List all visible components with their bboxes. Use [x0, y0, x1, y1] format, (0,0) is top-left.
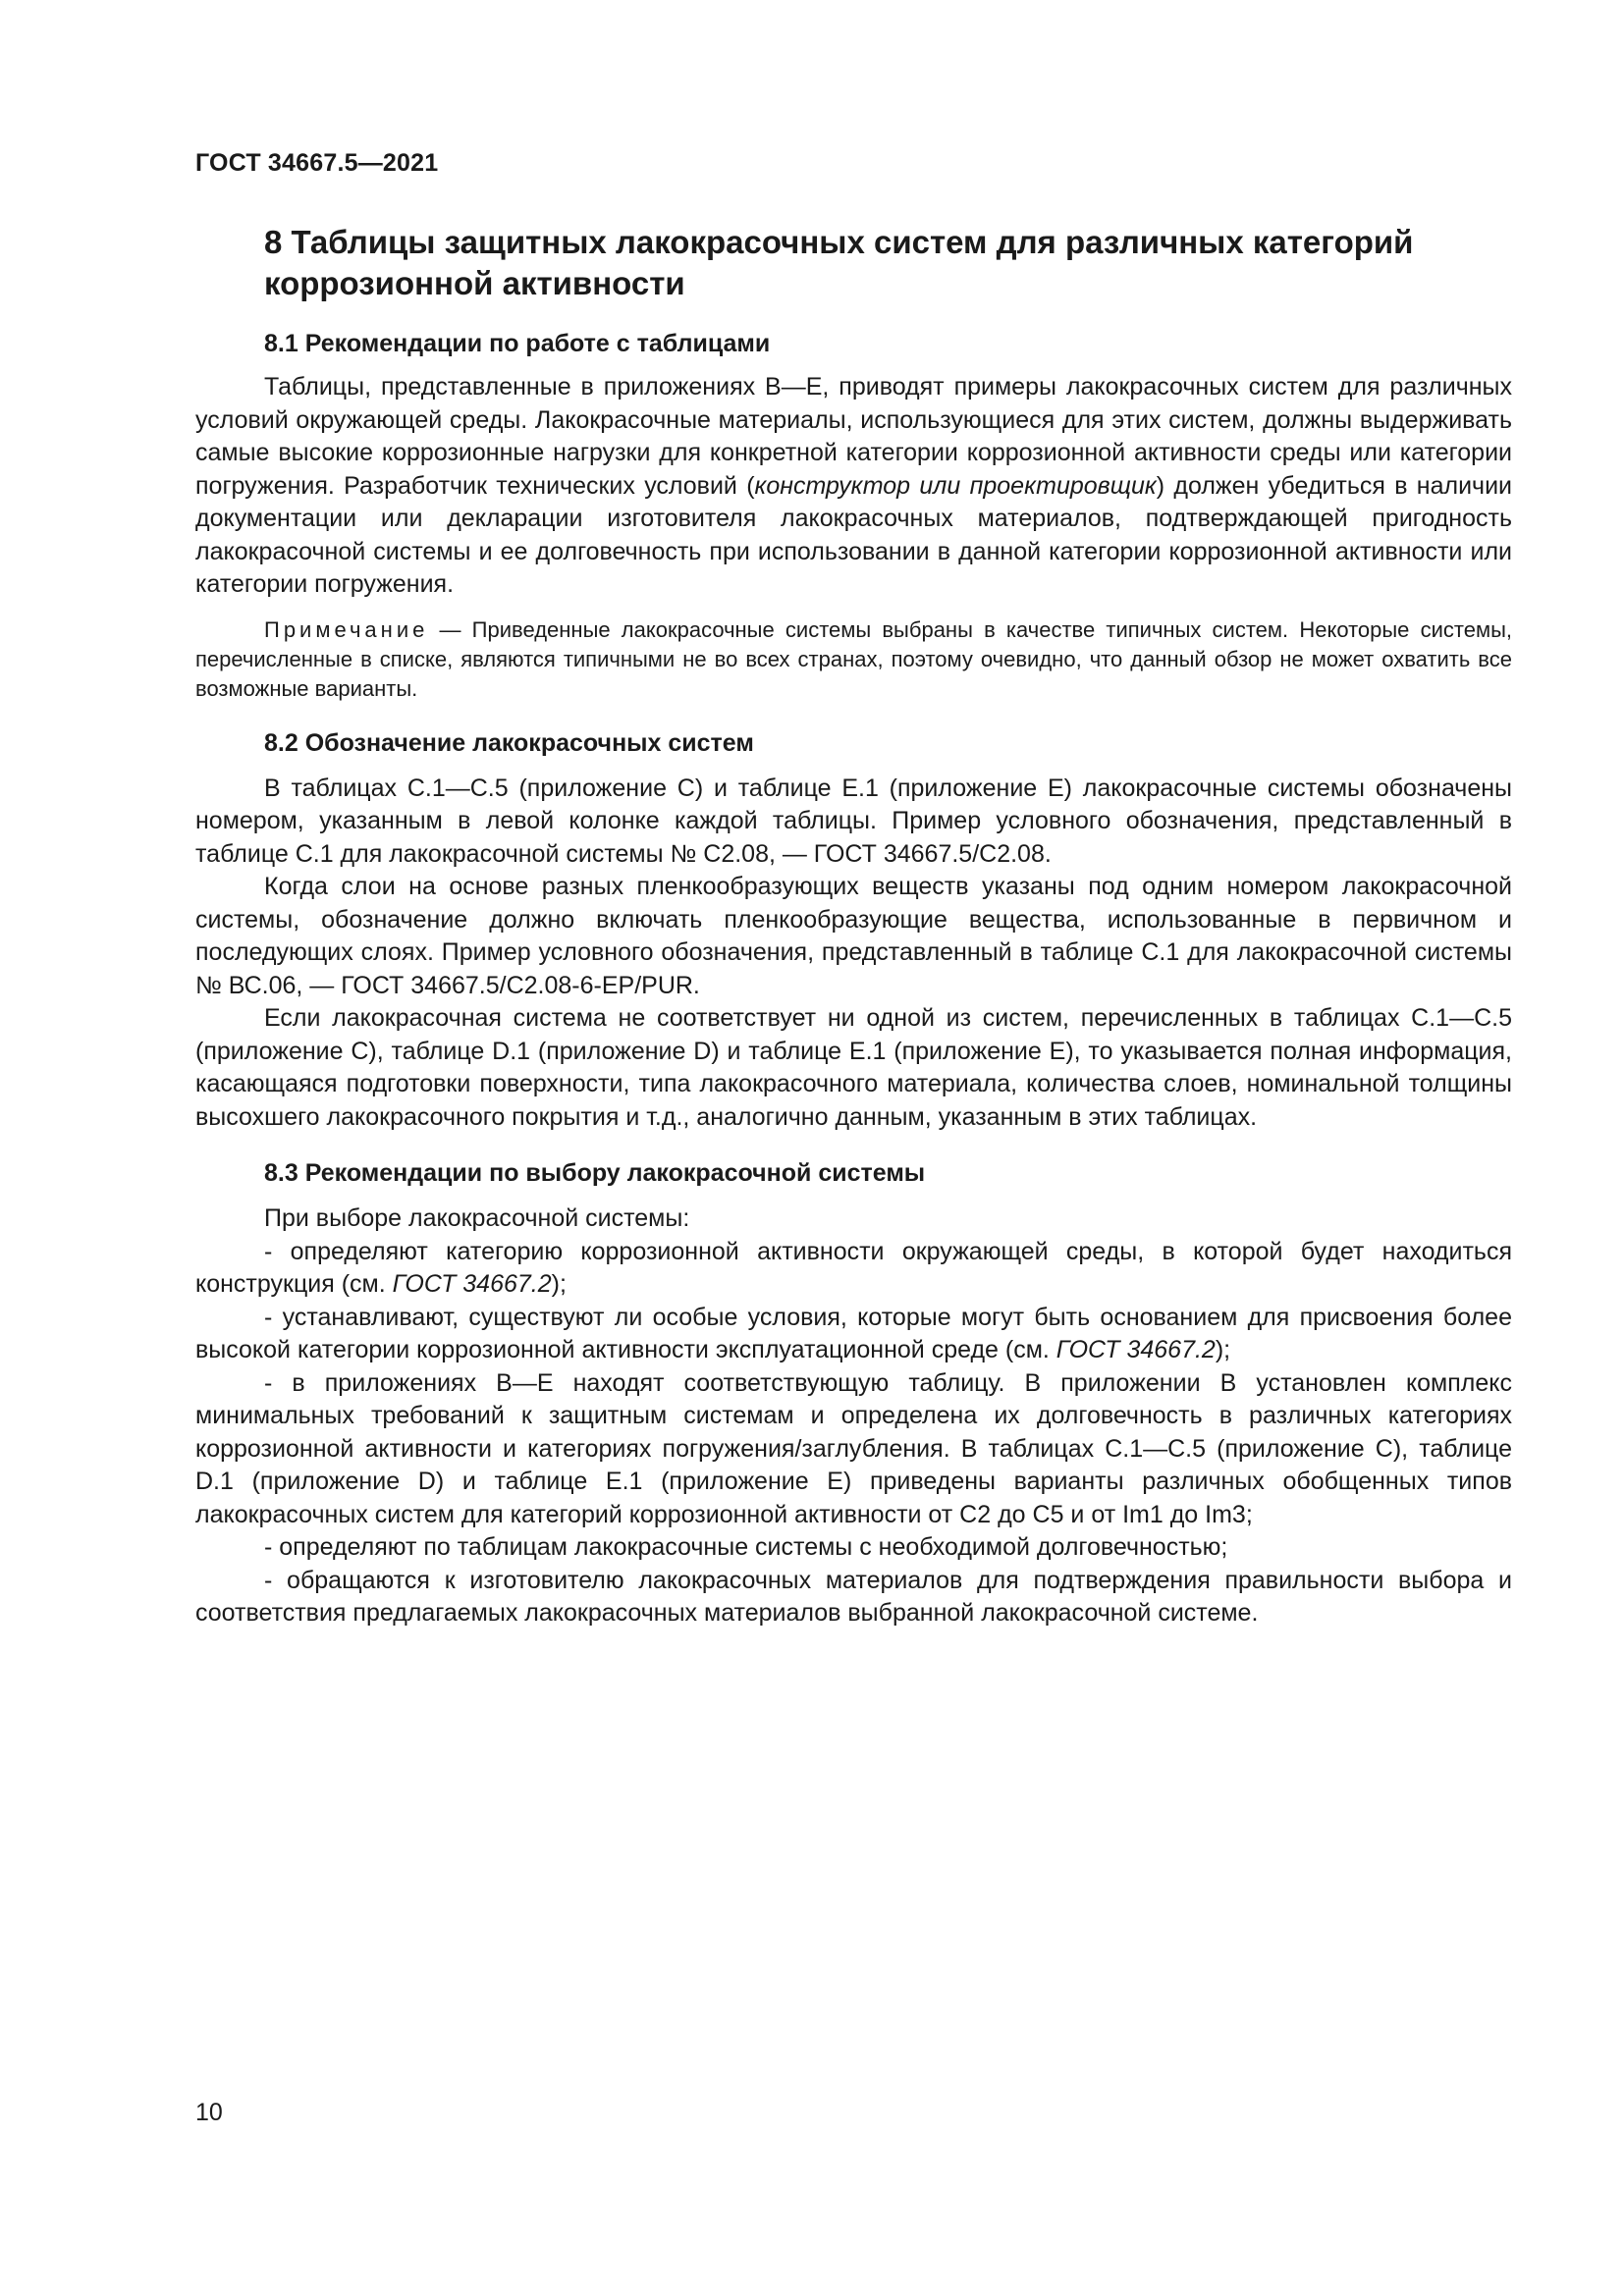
list-item: - обращаются к изготовителю лакокрасочных материалов для подтверждения правильности выбора и соответствия предлагаемых лакокрасочных материалов выбранной лакокрасочной системе. [195, 1566, 1512, 1627]
list-item: - в приложениях В—Е находят соответствующую таблицу. В приложении В установлен комплекс минимальных требований к защитным системам и определена их долговечность в различных категориях коррозионной активности и категориях погружения/заглубления. В таблицах С.1—С.5 (приложение С), таблице D.1 (приложение D) и таблице Е.1 (приложение Е) приведены варианты различных обобщенных типов лакокрасочных систем для категорий коррозионной активности от С2 до С5 и от Im1 до Im3; [195, 1368, 1512, 1528]
italic-term: конструктор или проектировщик [754, 471, 1157, 500]
subsection-8-2-heading: 8.2 Обозначение лакокрасочных систем [264, 728, 754, 757]
document-header: ГОСТ 34667.5—2021 [195, 149, 439, 177]
paragraph: В таблицах С.1—С.5 (приложение С) и таблице Е.1 (приложение Е) лакокрасочные системы обозначены номером, указанным в левой колонке каждой таблицы. Пример условного обозначения, представленный в таблице С.1 для лакокрасочной системы № С2.08, — ГОСТ 34667.5/С2.08. [195, 774, 1512, 868]
paragraph: При выборе лакокрасочной системы: [264, 1204, 690, 1232]
section-title: 8 Таблицы защитных лакокрасочных систем для различных категорий коррозионной активности [264, 224, 1414, 301]
section-8 [195, 222, 1512, 1630]
subsection-8-3-heading: 8.3 Рекомендации по выбору лакокрасочной системы [264, 1159, 926, 1187]
note-label: Примечание [264, 616, 429, 642]
page-number: 10 [195, 2099, 223, 2126]
paragraph: Когда слои на основе разных пленкообразующих веществ указаны под одним номером лакокрасочной системы, обозначение должно включать пленкообразующие вещества, использованные в первичном и последующих слоях. Пример условного обозначения, представленный в таблице С.1 для лакокрасочной системы № ВС.06, — ГОСТ 34667.5/С2.08-6-ЕР/PUR. [195, 873, 1512, 999]
subsection-8-1-heading: 8.1 Рекомендации по работе с таблицами [264, 330, 771, 357]
list-item: - устанавливают, существуют ли особые условия, которые могут быть основанием для присвоения более высокой категории коррозионной активности эксплуатационной среде (см. ГОСТ 34667.2); [195, 1303, 1512, 1363]
note [195, 615, 1512, 704]
standard-reference: ГОСТ 34667.2 [392, 1270, 552, 1298]
subsection-8-1-paragraph: Таблицы, представленные в приложениях В—Е, приводят примеры лакокрасочных систем для различных условий окружающей среды. Лакокрасочные материалы, использующиеся для этих систем, должны выдерживать самые высокие коррозионные нагрузки для конкретной категории коррозионной активности среды или категории погружения. Разработчик технических условий (конструктор или проектировщик) должен убедиться в наличии документации или декларации изготовителя лакокрасочных материалов, подтверждающей пригодность лакокрасочной системы и ее долговечность при использовании в данной категории коррозионной активности или категории погружения. [195, 373, 1513, 598]
paragraph: Если лакокрасочная система не соответствует ни одной из систем, перечисленных в таблицах С.1—С.5 (приложение С), таблице D.1 (приложение D) и таблице Е.1 (приложение Е), то указывается полная информация, касающаяся подготовки поверхности, типа лакокрасочного материала, количества слоев, номинальной толщины высохшего лакокрасочного покрытия и т.д., аналогично данным, указанным в этих таблицах. [195, 1004, 1512, 1131]
list-item: - определяют по таблицам лакокрасочные системы с необходимой долговечностью; [264, 1533, 1228, 1561]
list-item: - определяют категорию коррозионной активности окружающей среды, в которой будет находиться конструкция (см. ГОСТ 34667.2); [195, 1237, 1512, 1298]
standard-reference: ГОСТ 34667.2 [1056, 1336, 1216, 1363]
note-text: — Приведенные лакокрасочные системы выбраны в качестве типичных систем. Некоторые системы, перечисленные в списке, являются типичными не во всех странах, поэтому очевидно, что данный обзор не может охватить все возможные варианты. [195, 616, 1512, 701]
